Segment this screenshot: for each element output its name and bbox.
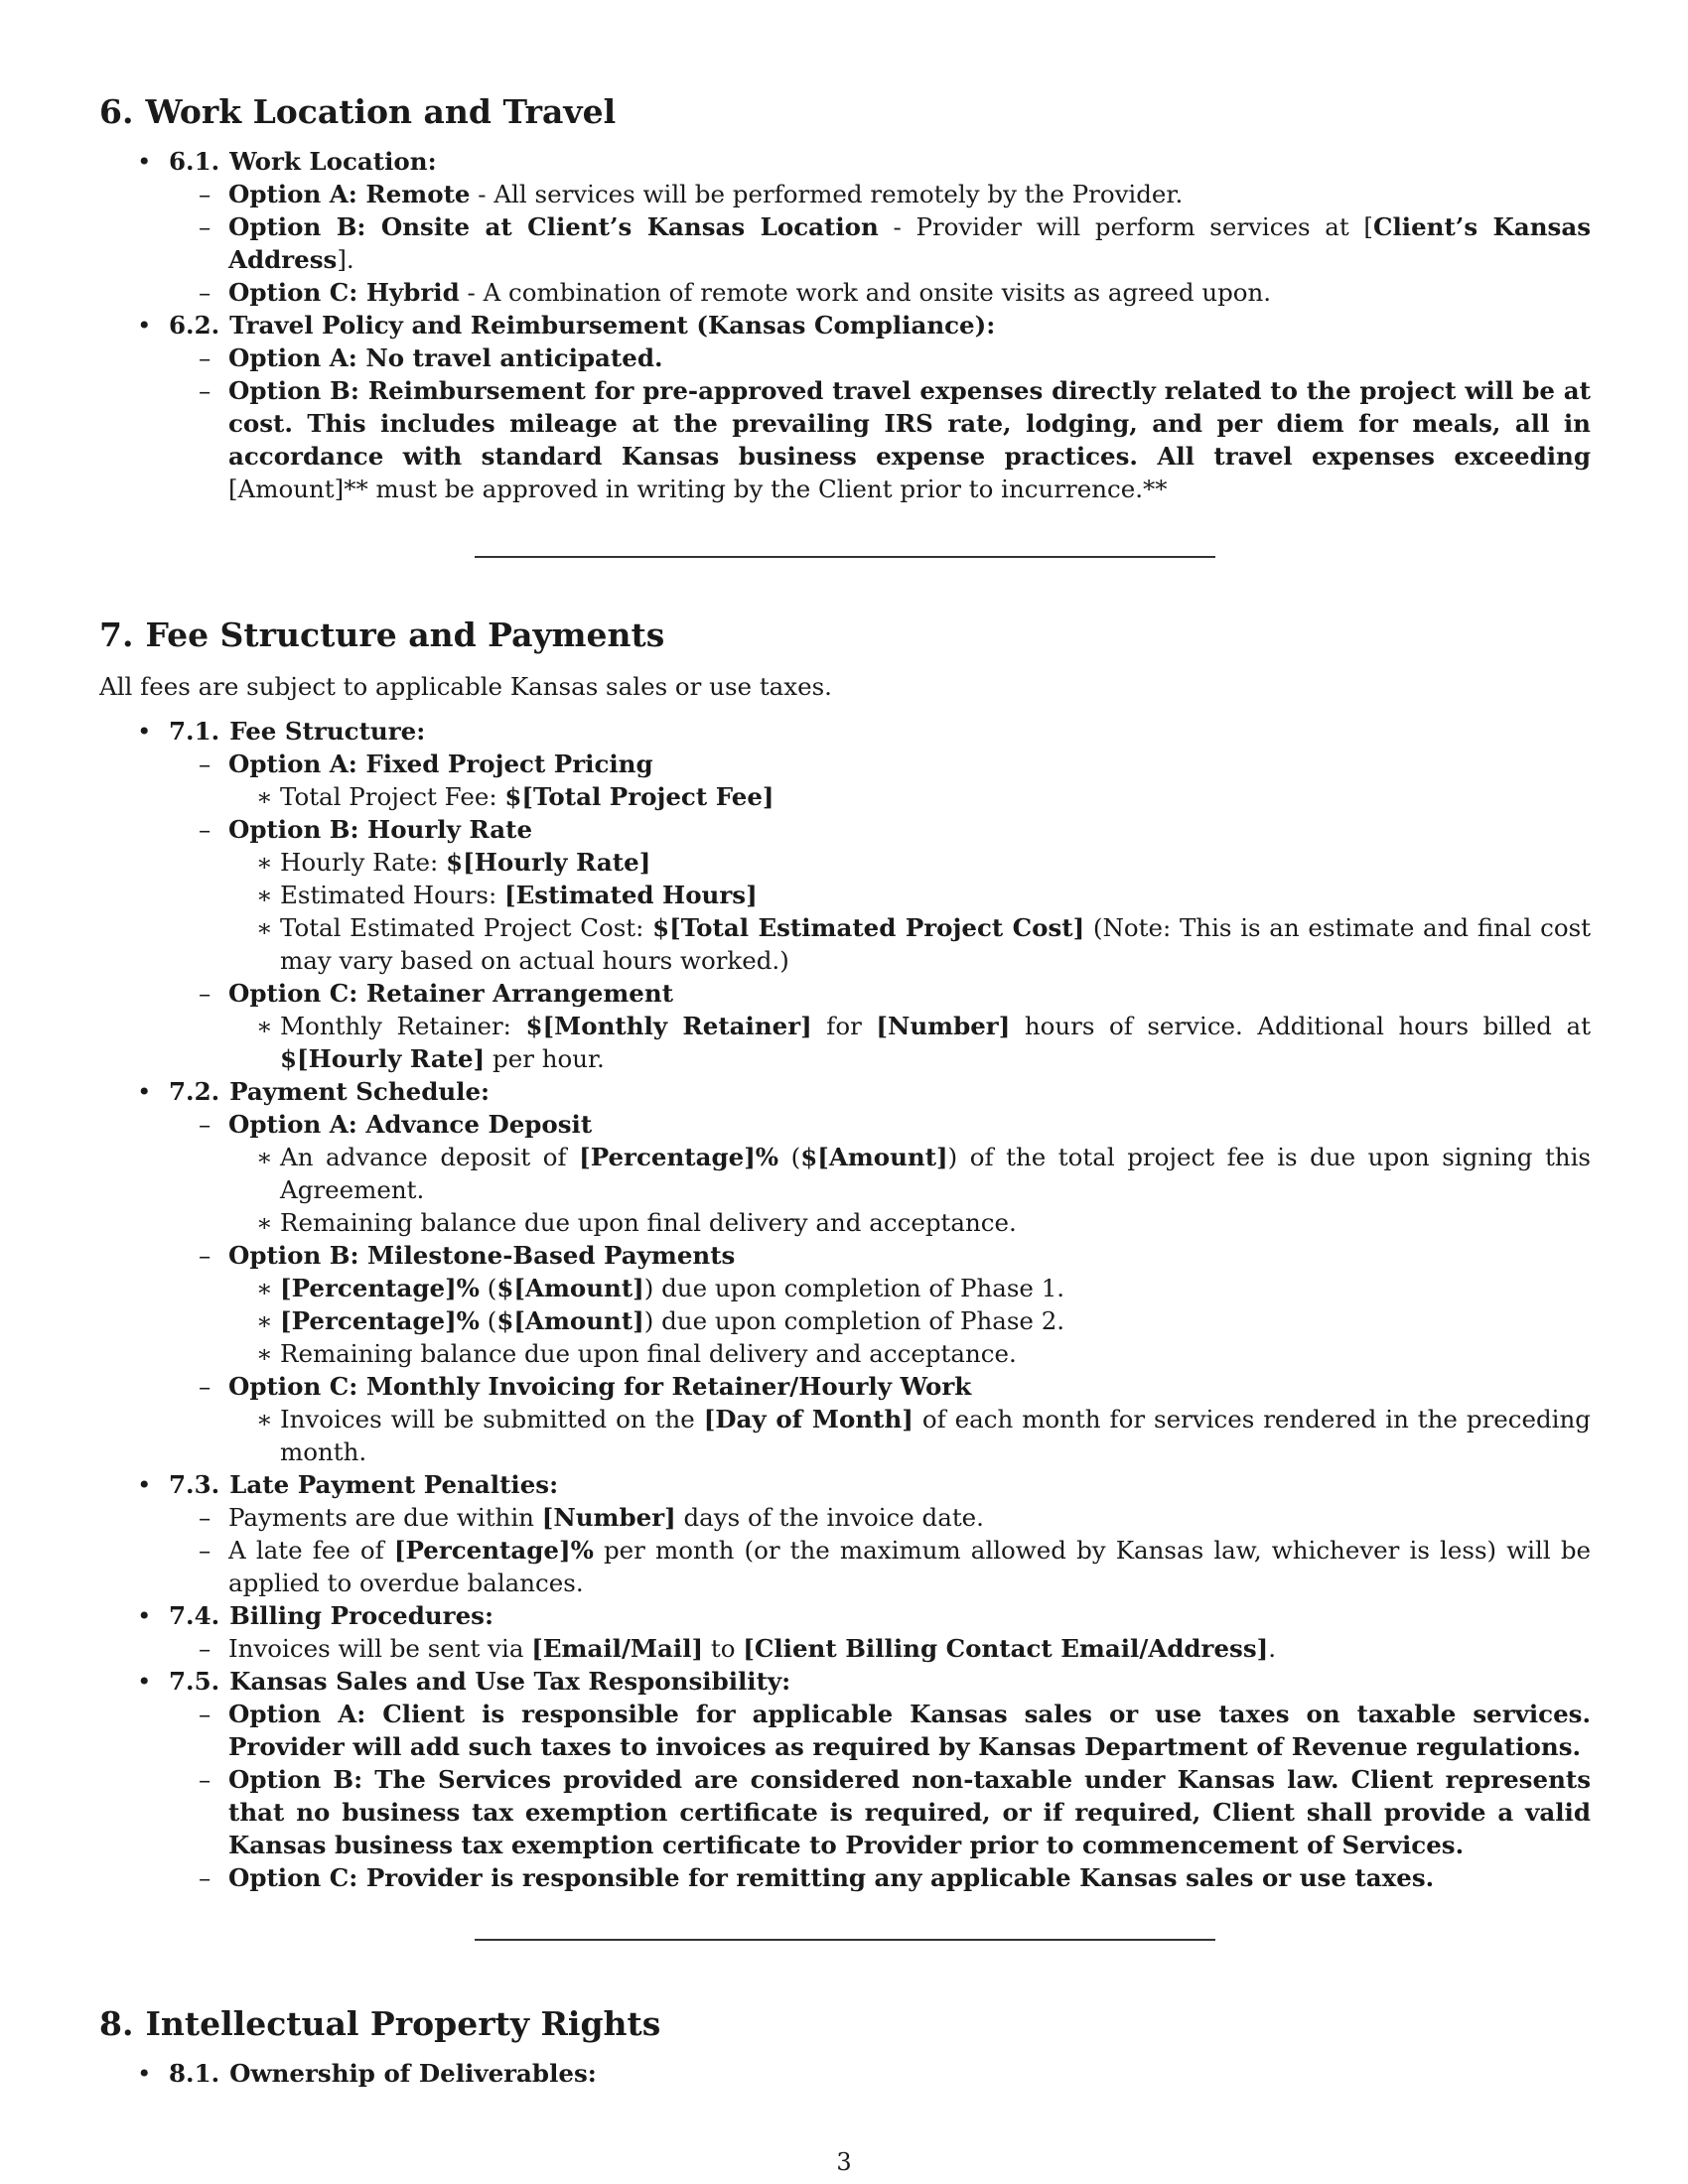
list-item: • 7.3. Late Payment Penalties: – Payments are due within [Number] days of the invoice date. – A late fee of [Percentage]% per month (or the maximum allowed by Kansas law, whichever is less) will be applied to overdue balances. [99, 1468, 1591, 1599]
list-item: ∗ [Percentage]% ($[Amount]) due upon completion of Phase 1. [228, 1272, 1591, 1304]
section-divider [475, 556, 1215, 558]
section-list [99, 715, 1591, 1894]
section-number: 7. [99, 615, 134, 654]
section-heading [99, 91, 1591, 133]
list-item: ∗ Estimated Hours: [Estimated Hours] [228, 879, 1591, 911]
list-item: – Option A: No travel anticipated. [169, 341, 1591, 374]
list-item: – Option B: Hourly Rate ∗ Hourly Rate: $[Hourly Rate] ∗ Estimated Hours: [Estimated Hours] ∗ Total Estimated Project Cost: $[Total Estimated Project Cost] (Note: This is an estimate and final cost may vary based on actual hours worked.) [169, 813, 1591, 977]
section-intro: All fees are subject to applicable Kansas sales or use taxes. [99, 672, 832, 701]
list-item: – Invoices will be sent via [Email/Mail] to [Client Billing Contact Email/Address]. [169, 1632, 1591, 1665]
list-item: ∗ Total Project Fee: $[Total Project Fee] [228, 780, 1591, 813]
list-item: – Option B: Onsite at Client’s Kansas Location - Provider will perform services at [Client’s Kansas Address]. [169, 210, 1591, 276]
list-item: – Payments are due within [Number] days of the invoice date. [169, 1501, 1591, 1534]
section-6 [99, 91, 1591, 505]
list-item: • 7.5. Kansas Sales and Use Tax Responsibility: – Option A: Client is responsible for applicable Kansas sales or use taxes on taxable services. Provider will add such taxes to invoices as required by Kansas Department of Revenue regulations. – Option B: The Services provided are considered non-taxable under Kansas law. Client represents that no business tax exemption certificate is required, or if required, Client shall provide a valid Kansas business tax exemption certificate to Provider prior to commencement of Services. – Option C: Provider is responsible for remitting any applicable Kansas sales or use taxes. [99, 1665, 1591, 1894]
section-list [99, 2057, 1591, 2090]
list-item: – Option A: Advance Deposit ∗ An advance deposit of [Percentage]% ($[Amount]) of the total project fee is due upon signing this Agreement. ∗ Remaining balance due upon final delivery and acceptance. [169, 1108, 1591, 1239]
list-item: – Option A: Remote - All services will be performed remotely by the Provider. [169, 178, 1591, 210]
item-title: Travel Policy and Reimbursement (Kansas Compliance): [229, 311, 996, 340]
section-title: Intellectual Property Rights [145, 2004, 661, 2043]
list-item: ∗ Total Estimated Project Cost: $[Total Estimated Project Cost] (Note: This is an estimate and final cost may vary based on actual hours worked.) [228, 911, 1591, 977]
list-item: – Option C: Monthly Invoicing for Retainer/Hourly Work ∗ Invoices will be submitted on the [Day of Month] of each month for services rendered in the preceding month. [169, 1370, 1591, 1468]
section-heading [99, 2003, 1591, 2045]
page-content [99, 91, 1591, 2090]
list-item: • 8.1. Ownership of Deliverables: [99, 2057, 1591, 2090]
item-title: Work Location: [229, 147, 437, 176]
list-item: ∗ Monthly Retainer: $[Monthly Retainer] for [Number] hours of service. Additional hours billed at $[Hourly Rate] per hour. [228, 1010, 1591, 1075]
list-item [99, 309, 1591, 505]
section-list [99, 145, 1591, 505]
section-number: 8. [99, 2004, 134, 2043]
list-item [99, 145, 1591, 309]
list-item: – Option B: Reimbursement for pre-approved travel expenses directly related to the project will be at cost. This includes mileage at the prevailing IRS rate, lodging, and per diem for meals, all in accordance with standard Kansas business expense practices. All travel expenses exceeding [Amount]** must be approved in writing by the Client prior to incurrence.** [169, 374, 1591, 505]
list-item: – Option A: Fixed Project Pricing ∗ Total Project Fee: $[Total Project Fee] [169, 748, 1591, 813]
list-item: ∗ Invoices will be submitted on the [Day of Month] of each month for services rendered in the preceding month. [228, 1403, 1591, 1468]
section-title: Work Location and Travel [145, 92, 617, 131]
list-item: • 7.4. Billing Procedures: – Invoices will be sent via [Email/Mail] to [Client Billing Contact Email/Address]. [99, 1599, 1591, 1665]
section-7 [99, 614, 1591, 1894]
list-item: – Option A: Client is responsible for applicable Kansas sales or use taxes on taxable services. Provider will add such taxes to invoices as required by Kansas Department of Revenue regulations. [169, 1698, 1591, 1763]
page-number: 3 [836, 2148, 852, 2176]
section-title: Fee Structure and Payments [145, 615, 665, 654]
list-item: ∗ An advance deposit of [Percentage]% ($[Amount]) of the total project fee is due upon signing this Agreement. [228, 1141, 1591, 1206]
list-item: ∗ Remaining balance due upon final delivery and acceptance. [228, 1206, 1591, 1239]
list-item: – Option C: Retainer Arrangement ∗ Monthly Retainer: $[Monthly Retainer] for [Number] hours of service. Additional hours billed at $[Hourly Rate] per hour. [169, 977, 1591, 1075]
list-item: • 7.2. Payment Schedule: – Option A: Advance Deposit ∗ An advance deposit of [Percentage]% ($[Amount]) of the total project fee is due upon signing this Agreement. ∗ Remaining balance due upon final delivery and acceptance. – Option B: Milestone-Based Payments ∗ [Percentage]% ($[Amount]) due upon completion of Phase 1. ∗ [Percentage]% ($[Amount]) due upon completion of Phase 2. ∗ Remaining balance due upon final delivery and acceptance. – Option C: Monthly Invoicing for Retainer/Hourly Work ∗ Invoices will be submitted on the [Day of Month] of each month for services rendered in the preceding month. [99, 1075, 1591, 1468]
list-item: – Option B: The Services provided are considered non-taxable under Kansas law. Client represents that no business tax exemption certificate is required, or if required, Client shall provide a valid Kansas business tax exemption certificate to Provider prior to commencement of Services. [169, 1763, 1591, 1861]
list-item: – Option C: Provider is responsible for remitting any applicable Kansas sales or use taxes. [169, 1861, 1591, 1894]
section-divider [475, 1939, 1215, 1941]
section-number: 6. [99, 92, 134, 131]
section-8 [99, 2003, 1591, 2090]
list-item: – A late fee of [Percentage]% per month (or the maximum allowed by Kansas law, whichever is less) will be applied to overdue balances. [169, 1534, 1591, 1599]
list-item: ∗ Hourly Rate: $[Hourly Rate] [228, 846, 1591, 879]
list-item: – Option B: Milestone-Based Payments ∗ [Percentage]% ($[Amount]) due upon completion of Phase 1. ∗ [Percentage]% ($[Amount]) due upon completion of Phase 2. ∗ Remaining balance due upon final delivery and acceptance. [169, 1239, 1591, 1370]
list-item: • 7.1. Fee Structure: – Option A: Fixed Project Pricing ∗ Total Project Fee: $[Total Project Fee] – Option B: Hourly Rate ∗ Hourly Rate: $[Hourly Rate] ∗ Estimated Hours: [Estimated Hours] ∗ Total Estimated Project Cost: $[Total Estimated Project Cost] (Note: This is an estimate and final cost may vary based on actual hours worked.) – Option C: Retainer Arrangement ∗ Monthly Retainer: $[Monthly Retainer] for [Number] hours of service. Additional hours billed at $[Hourly Rate] per hour. [99, 715, 1591, 1075]
list-item: ∗ [Percentage]% ($[Amount]) due upon completion of Phase 2. [228, 1304, 1591, 1337]
list-item: – Option C: Hybrid - A combination of remote work and onsite visits as agreed upon. [169, 276, 1591, 309]
section-heading [99, 614, 1591, 656]
item-number: 6.2. [169, 311, 220, 340]
list-item: ∗ Remaining balance due upon final delivery and acceptance. [228, 1337, 1591, 1370]
item-number: 6.1. [169, 147, 220, 176]
